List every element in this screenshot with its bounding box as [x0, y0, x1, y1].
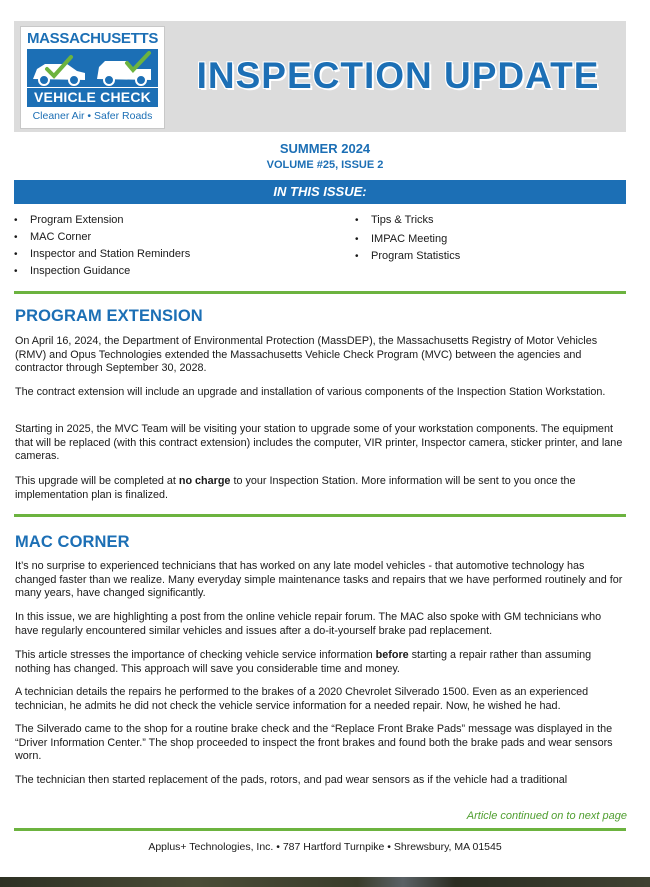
toc-item: • Program Statistics: [355, 248, 460, 265]
mac-corner-paragraph: The Silverado came to the shop for a routine brake check and the “Replace Front Brake Pads” message was displayed in the “Driver Information Center.” The shop proceeded to inspect the front brakes and found both the brake pads and wear sensors worn.: [15, 723, 613, 762]
toc-item: • IMPAC Meeting: [355, 231, 460, 248]
newsletter-title: INSPECTION UPDATE: [196, 55, 600, 96]
toc-item: • MAC Corner: [14, 229, 190, 246]
logo-state-text: MASSACHUSETTS: [26, 30, 159, 47]
issue-volume: VOLUME #25, ISSUE 2: [266, 159, 384, 171]
program-extension-paragraph: On April 16, 2024, the Department of Environmental Protection (MassDEP), the Massachusetts Registry of Motor Vehicles (RMV) and Opus Technologies extended the Massachusetts Vehicle Check Program (MVC) between the agencies and contractor through September 30, 2028.: [15, 335, 598, 374]
emphasis-text: before: [375, 649, 409, 661]
text-run: to your Inspection Station. More information will be sent to you once the implementation plan is finalized.: [15, 475, 576, 501]
program-extension-paragraph: The contract extension will include an upgrade and installation of various components of the Inspection Station Workstation.: [15, 386, 606, 398]
issue-season: SUMMER 2024: [279, 141, 371, 156]
mac-corner-paragraph: The technician then started replacement of the pads, rotors, and pad wear sensors as if the vehicle had a traditional: [15, 774, 568, 786]
mac-corner-paragraph: [15, 649, 627, 676]
toc-list-left: [14, 212, 190, 280]
toc-list-right: [355, 212, 460, 265]
logo-tagline: Cleaner Air • Safer Roads: [32, 110, 153, 122]
toc-item: • Inspector and Station Reminders: [14, 246, 190, 263]
logo-program-text: VEHICLE CHECK: [27, 88, 158, 107]
emphasis-text: no charge: [178, 475, 231, 487]
mac-corner-paragraph: In this issue, we are highlighting a post from the online vehicle repair forum. The MAC also spoke with GM technicians who have regularly encountered similar vehicles and issues after a do-it-yourself brake pad replacement.: [15, 611, 602, 637]
program-extension-heading: PROGRAM EXTENSION: [15, 307, 203, 325]
mac-corner-paragraph: It’s no surprise to experienced technicians that has worked on any late model vehicles - that automotive technology has changed faster than we realize. Many everyday simple maintenance tasks and repairs that we have performed routinely and for many years, have changed significantly.: [15, 560, 623, 599]
mac-corner-heading: MAC CORNER: [15, 533, 130, 551]
mac-corner-paragraph: A technician details the repairs he performed to the brakes of a 2020 Chevrolet Silverado 1500. Even as an experienced technician, he admits he did not check the vehicle service information for a needed repair. Now, he wished he had.: [15, 686, 589, 712]
program-extension-paragraph: Starting in 2025, the MVC Team will be visiting your station to upgrade some of your workstation components. The equipment that will be replaced (with this contract extension) includes the computer, VIR printer, Inspector camera, sticker printer, and lane cameras.: [15, 423, 623, 462]
section-divider: [14, 514, 626, 517]
mass-vehicle-check-logo: [20, 26, 165, 129]
program-extension-paragraph: [15, 475, 627, 502]
text-run: This upgrade will be completed at: [15, 475, 179, 487]
toc-item: • Program Extension: [14, 212, 190, 229]
article-continued-note: Article continued on to next page: [466, 810, 627, 822]
car-checkmark-icon: [27, 49, 158, 87]
toc-item: • Inspection Guidance: [14, 263, 190, 280]
text-run: starting a repair rather than assuming nothing has changed. This approach will save you considerable time and money.: [15, 649, 592, 675]
footer-address: Applus+ Technologies, Inc. • 787 Hartford Turnpike • Shrewsbury, MA 01545: [148, 841, 502, 853]
text-run: This article stresses the importance of checking vehicle service information: [15, 649, 376, 661]
toc-item: • Tips & Tricks: [355, 212, 460, 229]
footer-divider: [14, 828, 626, 831]
in-this-issue-heading: IN THIS ISSUE:: [14, 180, 626, 204]
section-divider: [14, 291, 626, 294]
bottom-photo-strip: [0, 877, 650, 887]
